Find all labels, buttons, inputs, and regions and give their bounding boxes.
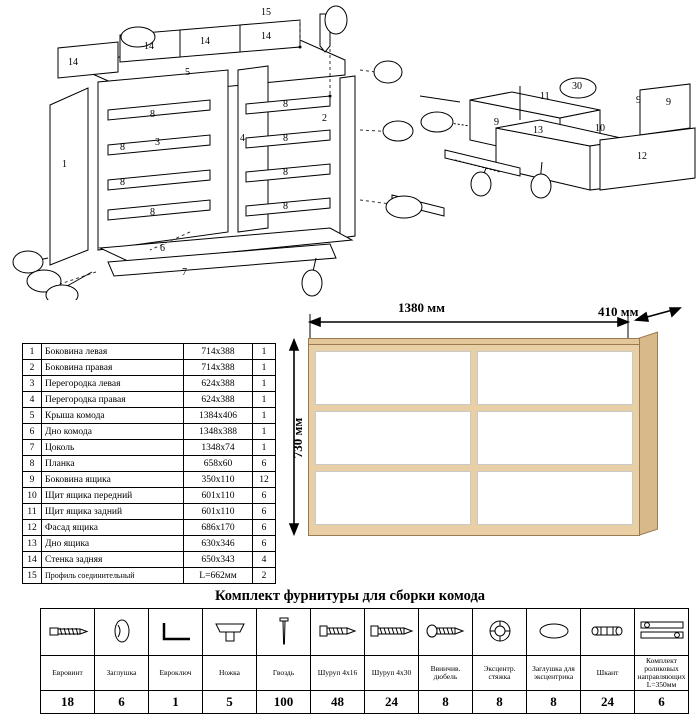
hardware-kit-table [40, 608, 689, 714]
hardware-name: Евровинт [41, 656, 95, 691]
part-index: 5 [23, 408, 42, 424]
part-label-14-a: 14 [144, 41, 154, 52]
hardware-name: Эксцентр. стяжка [473, 656, 527, 691]
screw-4x30-icon [365, 609, 419, 656]
dowel-screw-icon [419, 609, 473, 656]
part-index: 12 [23, 520, 42, 536]
nail-icon [257, 609, 311, 656]
table-row [23, 440, 276, 456]
part-index: 13 [23, 536, 42, 552]
part-label-8-a: 8 [150, 109, 155, 120]
drawer-front [477, 471, 633, 525]
part-dim: 714х388 [184, 360, 253, 376]
part-label-8-b: 8 [120, 142, 125, 153]
part-index: 3 [23, 376, 42, 392]
part-name: Крыша комода [42, 408, 184, 424]
part-qty: 1 [253, 344, 276, 360]
part-index: 14 [23, 552, 42, 568]
part-index: 11 [23, 504, 42, 520]
part-dim: 350х110 [184, 472, 253, 488]
part-label-3: 3 [155, 137, 160, 148]
cam-lock-icon [473, 609, 527, 656]
part-index: 9 [23, 472, 42, 488]
hardware-name: Евроключ [149, 656, 203, 691]
part-label-14-d: 14 [68, 57, 78, 68]
part-index: 4 [23, 392, 42, 408]
width-dimension-label: 1380 мм [398, 300, 445, 315]
part-label-8-d: 8 [150, 207, 155, 218]
hardware-count-row [41, 690, 689, 713]
drawer-label-9-a: 9 [636, 95, 641, 106]
hex-key-icon [149, 609, 203, 656]
part-label-7: 7 [182, 267, 187, 278]
part-index: 15 [23, 568, 42, 584]
part-dim: 601х110 [184, 504, 253, 520]
hardware-count: 8 [473, 690, 527, 713]
table-row [23, 504, 276, 520]
part-dim: 601х110 [184, 488, 253, 504]
table-row [23, 536, 276, 552]
part-qty: 4 [253, 552, 276, 568]
exploded-assembly-diagram [0, 0, 700, 300]
part-dim: 624х388 [184, 376, 253, 392]
hardware-count: 24 [365, 690, 419, 713]
part-name: Боковина ящика [42, 472, 184, 488]
depth-dimension-label: 410 мм [598, 304, 639, 319]
part-dim: 1384х406 [184, 408, 253, 424]
table-row [23, 360, 276, 376]
drawer-front [477, 411, 633, 465]
part-index: 6 [23, 424, 42, 440]
hardware-count: 24 [581, 690, 635, 713]
part-qty: 1 [253, 424, 276, 440]
part-label-8-c: 8 [120, 177, 125, 188]
part-label-6: 6 [160, 243, 165, 254]
part-dim: L=662мм [184, 568, 253, 584]
foot-icon [203, 609, 257, 656]
hardware-name: Комплект роликовых направляющих L=350мм [635, 656, 689, 691]
part-name: Щит ящика задний [42, 504, 184, 520]
part-label-8-f: 8 [283, 133, 288, 144]
part-qty: 12 [253, 472, 276, 488]
table-row [23, 376, 276, 392]
part-name: Боковина правая [42, 360, 184, 376]
hardware-kit-body [41, 609, 689, 714]
cam-cover-icon [527, 609, 581, 656]
drawer-front [315, 411, 471, 465]
part-name: Стенка задняя [42, 552, 184, 568]
table-row [23, 344, 276, 360]
parts-table-body [23, 344, 276, 584]
part-name: Щит ящика передний [42, 488, 184, 504]
dresser-side-panel [638, 332, 658, 536]
part-name: Перегородка правая [42, 392, 184, 408]
part-qty: 6 [253, 504, 276, 520]
part-name: Перегородка левая [42, 376, 184, 392]
hardware-count: 6 [635, 690, 689, 713]
part-label-15: 15 [261, 7, 271, 18]
part-qty: 6 [253, 520, 276, 536]
part-index: 8 [23, 456, 42, 472]
drawer-front [477, 351, 633, 405]
part-dim: 630х346 [184, 536, 253, 552]
hardware-name: Шкант [581, 656, 635, 691]
hardware-name: Ввинчив. дюбель [419, 656, 473, 691]
hardware-name: Гвоздь [257, 656, 311, 691]
hardware-name: Шуруп 4х16 [311, 656, 365, 691]
drawer-label-10: 10 [595, 123, 605, 134]
hardware-count: 48 [311, 690, 365, 713]
part-label-1: 1 [62, 159, 67, 170]
drawer-front [315, 471, 471, 525]
part-qty: 2 [253, 568, 276, 584]
part-dim: 1348х388 [184, 424, 253, 440]
part-dim: 714х388 [184, 344, 253, 360]
table-row [23, 472, 276, 488]
height-dimension-label: 730 мм [290, 417, 305, 459]
drawer-label-9-b: 9 [494, 117, 499, 128]
part-label-14-b: 14 [200, 36, 210, 47]
part-label-8-h: 8 [283, 201, 288, 212]
part-index: 2 [23, 360, 42, 376]
dresser-body [308, 344, 640, 536]
part-label-5: 5 [185, 67, 190, 78]
slide-rail-set-icon [635, 609, 689, 656]
hardware-count: 8 [527, 690, 581, 713]
table-row [23, 456, 276, 472]
part-dim: 650х343 [184, 552, 253, 568]
hardware-count: 1 [149, 690, 203, 713]
euro-screw-icon [41, 609, 95, 656]
hardware-name-row [41, 656, 689, 691]
part-index: 1 [23, 344, 42, 360]
table-row [23, 392, 276, 408]
angle-label-30: 30 [572, 81, 582, 92]
hardware-count: 6 [95, 690, 149, 713]
dresser-dimension-illustration [280, 300, 690, 550]
part-dim: 624х388 [184, 392, 253, 408]
drawer-label-13: 13 [533, 125, 543, 136]
part-qty: 1 [253, 392, 276, 408]
hardware-count: 100 [257, 690, 311, 713]
part-dim: 658х60 [184, 456, 253, 472]
screw-4x16-icon [311, 609, 365, 656]
drawer-label-12: 12 [637, 151, 647, 162]
part-qty: 1 [253, 376, 276, 392]
hardware-name: Заглушка [95, 656, 149, 691]
part-label-14-c: 14 [261, 31, 271, 42]
part-label-8-g: 8 [283, 167, 288, 178]
part-name: Фасад ящика [42, 520, 184, 536]
part-label-4: 4 [240, 133, 245, 144]
part-name: Планка [42, 456, 184, 472]
part-name: Дно ящика [42, 536, 184, 552]
part-qty: 6 [253, 536, 276, 552]
hardware-count: 18 [41, 690, 95, 713]
dowel-icon [581, 609, 635, 656]
part-qty: 6 [253, 456, 276, 472]
table-row [23, 552, 276, 568]
part-index: 7 [23, 440, 42, 456]
part-qty: 1 [253, 440, 276, 456]
table-row [23, 568, 276, 584]
part-dim: 686х170 [184, 520, 253, 536]
part-dim: 1348х74 [184, 440, 253, 456]
table-row [23, 424, 276, 440]
parts-table [22, 343, 276, 584]
part-label-8-e: 8 [283, 99, 288, 110]
hardware-name: Заглушка для эксцентрика [527, 656, 581, 691]
drawer-label-11: 11 [540, 91, 550, 102]
part-label-2: 2 [322, 113, 327, 124]
part-qty: 6 [253, 488, 276, 504]
hardware-name: Шуруп 4х30 [365, 656, 419, 691]
drawer-front [315, 351, 471, 405]
part-qty: 1 [253, 408, 276, 424]
cap-plug-icon [95, 609, 149, 656]
part-name: Боковина левая [42, 344, 184, 360]
table-row [23, 488, 276, 504]
exploded-diagram-svg [0, 0, 700, 300]
part-index: 10 [23, 488, 42, 504]
part-name: Цоколь [42, 440, 184, 456]
table-row [23, 408, 276, 424]
drawer-label-9-c: 9 [666, 97, 671, 108]
part-qty: 1 [253, 360, 276, 376]
hardware-count: 8 [419, 690, 473, 713]
hardware-name: Ножка [203, 656, 257, 691]
hardware-count: 5 [203, 690, 257, 713]
hardware-icon-row [41, 609, 689, 656]
part-name: Профиль соединительный [42, 568, 184, 584]
table-row [23, 520, 276, 536]
part-name: Дно комода [42, 424, 184, 440]
hardware-kit-title: Комплект фурнитуры для сборки комода [214, 588, 486, 604]
